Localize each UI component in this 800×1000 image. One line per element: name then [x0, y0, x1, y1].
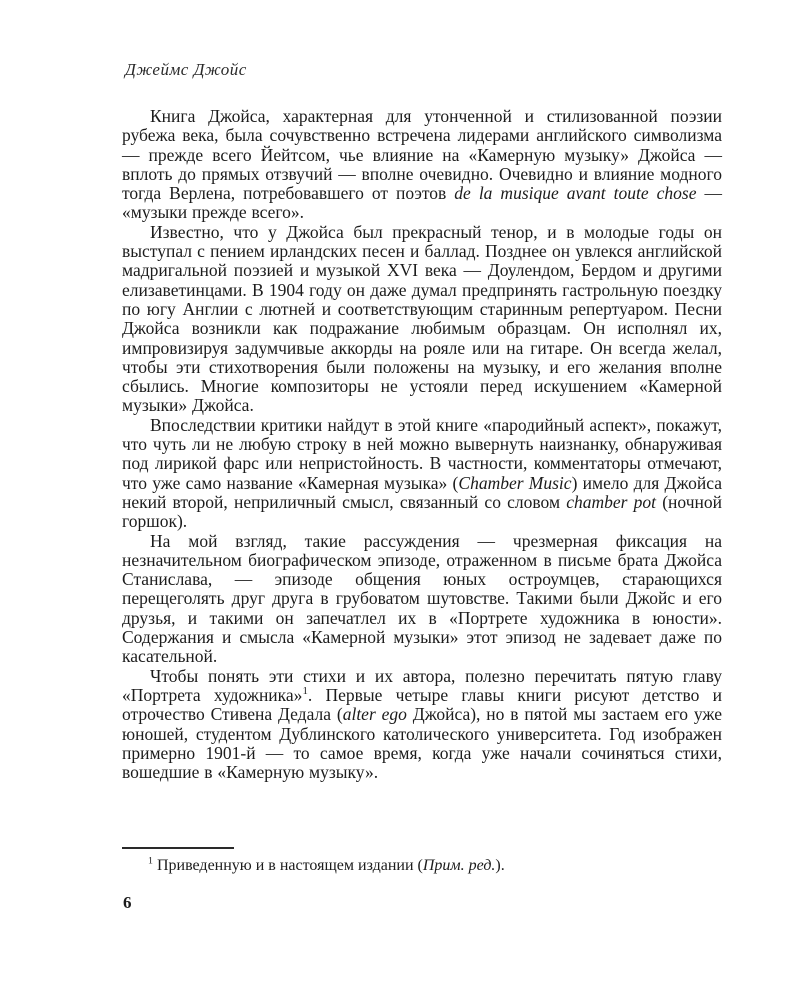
text-run: Чтобы понять эти стихи и их автора, полезно перечитать пятую главу «Портрета художника» — [122, 665, 722, 705]
footnote-block — [122, 847, 722, 875]
text-run: (ночной горшок). — [122, 491, 722, 532]
text-run: — «музыки прежде всего». — [122, 183, 723, 223]
paragraph — [122, 223, 722, 416]
footnote-marker: 1 — [302, 685, 308, 698]
paragraph — [122, 667, 722, 783]
italic-text-run: de la musique avant toute chose — [454, 183, 697, 204]
text-run: Впоследствии критики найдут в этой книге «пародийный аспект», покажут, что чуть ли не любую строку в ней можно вывернуть наизнанку, обнаруживая под лирикой фарс или непристойность. В частности, комментаторы отмечают, что уже само название «Камерная музыка» ( — [122, 414, 722, 493]
footnote-marker: 1 — [148, 855, 153, 867]
text-run: На мой взгляд, такие рассуждения — чрезмерная фиксация на незначительном биографическом эпизоде, отраженном в письме брата Джойса Станислава, — эпизоде общения юных остроумцев, старающихся перещеголять друг друга в грубоватом шутовстве. Такими были Джойс и его друзья, и такими он запечатлел их в «Портрете художника в юности». Содержания и смысла «Камерной музыки» этот эпизод не задевает даже по касательной. — [122, 530, 722, 667]
text-run: Приведенную и в настоящем издании ( — [152, 857, 423, 874]
footnote-text — [122, 856, 722, 875]
italic-text-run: Chamber Music — [458, 472, 572, 493]
text-run: . Первые четыре главы книги рисуют детство и отрочество Стивена Дедала ( — [122, 684, 722, 725]
running-header: Джеймс Джойс — [125, 60, 247, 79]
page-number: 6 — [123, 893, 132, 912]
paragraph — [122, 107, 722, 223]
text-run: ) имело для Джойса некий второй, неприличный смысл, связанный со словом — [122, 472, 722, 512]
text-run: ). — [495, 857, 505, 874]
italic-text-run: alter ego — [342, 704, 407, 725]
footnote-rule — [122, 847, 234, 849]
paragraph — [122, 532, 722, 667]
body-text — [122, 107, 722, 782]
text-run: Известно, что у Джойса был прекрасный тенор, и в молодые годы он выступал с пением ирландских песен и баллад. Позднее он увлекся английской мадригальной поэзией и музыкой XVI века — Доулендом, Бердом и другими елизаветинцами. В 1904 году он даже думал предпринять гастрольную поездку по югу Англии с лютней и соответствующим старинным репертуаром. Песни Джойса возникли как подражание любимым образцам. Он исполнял их, импровизируя задумчивые аккорды на рояле или на гитаре. Он всегда желал, чтобы эти стихотворения были положены на музыку, и его желания вполне сбылись. Многие композиторы не устояли перед искушением «Камерной музыки» Джойса. — [122, 221, 722, 416]
text-run: Книга Джойса, характерная для утонченной и стилизованной поэзии рубежа века, была сочувственно встречена лидерами английского символизма — прежде всего Йейтсом, чье влияние на «Камерную музыку» Джойса — вплоть до прямых отзвучий — вполне очевидно. Очевидно и влияние модного тогда Верлена, потребовавшего от поэтов — [122, 106, 722, 204]
italic-text-run: Прим. ред. — [422, 857, 496, 874]
text-run: Джойса), но в пятой мы застаем его уже юношей, студентом Дублинского католического университета. Год изображен примерно 1901-й — то самое время, когда уже начали сочиняться стихи, вошедшие в «Камерную музыку». — [122, 704, 722, 783]
italic-text-run: chamber pot — [566, 491, 657, 512]
paragraph — [122, 416, 722, 532]
